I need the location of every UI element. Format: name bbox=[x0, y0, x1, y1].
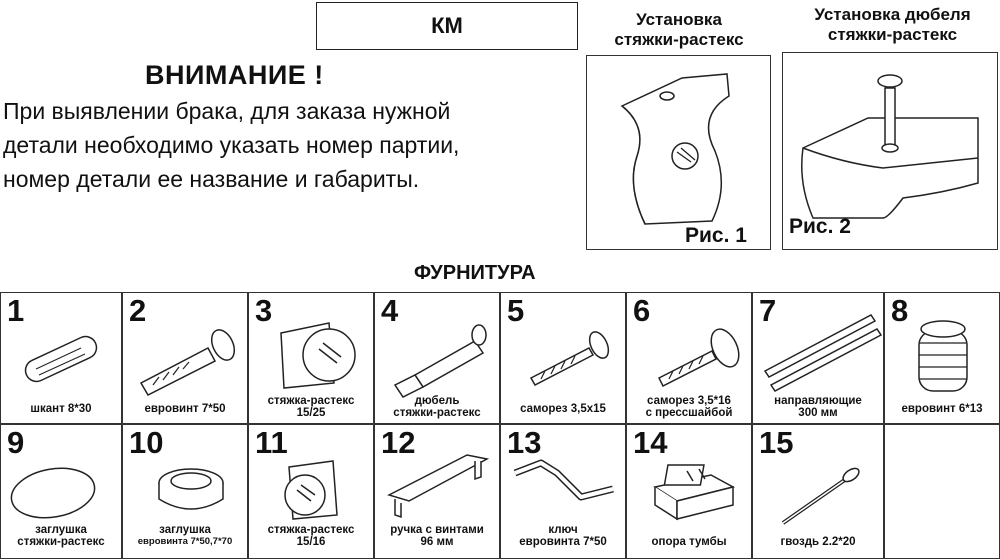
item-label-line1: саморез 3,5*16 bbox=[647, 395, 731, 407]
item-label bbox=[885, 403, 999, 415]
notice-title: ВНИМАНИЕ ! bbox=[145, 60, 324, 90]
item-label-line1: саморез 3,5х15 bbox=[520, 403, 606, 415]
item-label bbox=[627, 395, 751, 419]
item-number: 15 bbox=[759, 425, 794, 460]
item-number: 10 bbox=[129, 425, 164, 460]
item-label bbox=[123, 403, 247, 415]
item-label-line1: гвоздь 2.2*20 bbox=[780, 536, 856, 548]
item-label-line1: заглушка bbox=[35, 524, 87, 536]
item-label-line2: евровинта 7*50 bbox=[519, 536, 607, 548]
item-label bbox=[627, 536, 751, 548]
item-label-line2: стяжки-растекс bbox=[17, 536, 105, 548]
fitting-item-13 bbox=[500, 424, 626, 559]
item-label bbox=[249, 524, 373, 548]
item-label-line1: опора тумбы bbox=[651, 536, 727, 548]
item-number: 3 bbox=[255, 293, 273, 328]
product-code-box bbox=[316, 2, 578, 50]
item-number: 13 bbox=[507, 425, 542, 460]
fitting-item-7 bbox=[752, 292, 884, 424]
item-label-line2: 15/16 bbox=[296, 536, 326, 548]
fitting-item-8 bbox=[884, 292, 1000, 424]
item-number: 2 bbox=[129, 293, 147, 328]
item-label-line2: 96 мм bbox=[420, 536, 454, 548]
item-label-line2: стяжки-растекс bbox=[393, 407, 481, 419]
item-number: 5 bbox=[507, 293, 525, 328]
item-label-line1: ручка с винтами bbox=[390, 524, 484, 536]
item-label bbox=[1, 524, 121, 548]
fitting-item-11 bbox=[248, 424, 374, 559]
item-label-line1: стяжка-растекс bbox=[267, 524, 355, 536]
item-number: 7 bbox=[759, 293, 777, 328]
item-label bbox=[753, 536, 883, 548]
item-label-line1: ключ bbox=[548, 524, 578, 536]
item-number: 11 bbox=[255, 425, 288, 460]
item-label-line2: с прессшайбой bbox=[645, 407, 733, 419]
item-label-line1: дюбель bbox=[414, 395, 460, 407]
item-number: 1 bbox=[7, 293, 25, 328]
item-label bbox=[1, 403, 121, 415]
fitting-item-14 bbox=[626, 424, 752, 559]
item-label bbox=[123, 524, 247, 548]
item-label-line1: евровинт 6*13 bbox=[901, 403, 983, 415]
notice-line: номер детали ее название и габариты. bbox=[3, 166, 420, 192]
item-label-line2: 15/25 bbox=[296, 407, 326, 419]
item-number: 14 bbox=[633, 425, 668, 460]
item-number: 12 bbox=[381, 425, 416, 460]
figure-1-title-line2: стяжки-растекс bbox=[614, 30, 744, 49]
fitting-item-12 bbox=[374, 424, 500, 559]
item-label-line1: стяжка-растекс bbox=[267, 395, 355, 407]
item-label-line2: 300 мм bbox=[798, 407, 838, 419]
figure-2-title bbox=[790, 5, 995, 45]
item-label bbox=[249, 395, 373, 419]
fitting-item-2 bbox=[122, 292, 248, 424]
fitting-item-5 bbox=[500, 292, 626, 424]
item-label-line1: шкант 8*30 bbox=[30, 403, 92, 415]
item-label bbox=[501, 524, 625, 548]
item-label bbox=[375, 395, 499, 419]
figure-2-box bbox=[782, 52, 998, 250]
figure-1-title-line1: Установка bbox=[636, 10, 722, 29]
item-label bbox=[753, 395, 883, 419]
item-label-line1: евровинт 7*50 bbox=[144, 403, 226, 415]
item-number: 9 bbox=[7, 425, 25, 460]
figure-1-box bbox=[586, 55, 771, 250]
item-number: 4 bbox=[381, 293, 399, 328]
item-number: 6 bbox=[633, 293, 651, 328]
notice-line: детали необходимо указать номер партии, bbox=[3, 132, 460, 158]
item-label-line1: заглушка bbox=[159, 524, 211, 536]
item-label bbox=[375, 524, 499, 548]
notice-line: При выявлении брака, для заказа нужной bbox=[3, 98, 451, 124]
item-label-line1: направляющие bbox=[774, 395, 862, 407]
notice-text bbox=[3, 94, 563, 196]
fitting-item-9 bbox=[0, 424, 122, 559]
fittings-title: ФУРНИТУРА bbox=[414, 262, 536, 284]
fitting-item-3 bbox=[248, 292, 374, 424]
fitting-item-15 bbox=[752, 424, 884, 559]
empty-cell bbox=[884, 424, 1000, 559]
figure-2-title-line1: Установка дюбеля bbox=[814, 5, 971, 24]
item-label-line2: евровинта 7*50,7*70 bbox=[137, 536, 233, 547]
figure-1-caption: Рис. 1 bbox=[685, 224, 747, 247]
figure-2-caption: Рис. 2 bbox=[789, 215, 851, 238]
item-label bbox=[501, 403, 625, 415]
product-code: КМ bbox=[431, 13, 463, 38]
fitting-item-1 bbox=[0, 292, 122, 424]
cam-installation-illustration bbox=[587, 56, 769, 248]
fitting-item-10 bbox=[122, 424, 248, 559]
figure-1-title bbox=[588, 10, 770, 50]
item-number: 8 bbox=[891, 293, 909, 328]
fitting-item-6 bbox=[626, 292, 752, 424]
fitting-item-4 bbox=[374, 292, 500, 424]
figure-2-title-line2: стяжки-растекс bbox=[827, 25, 958, 44]
